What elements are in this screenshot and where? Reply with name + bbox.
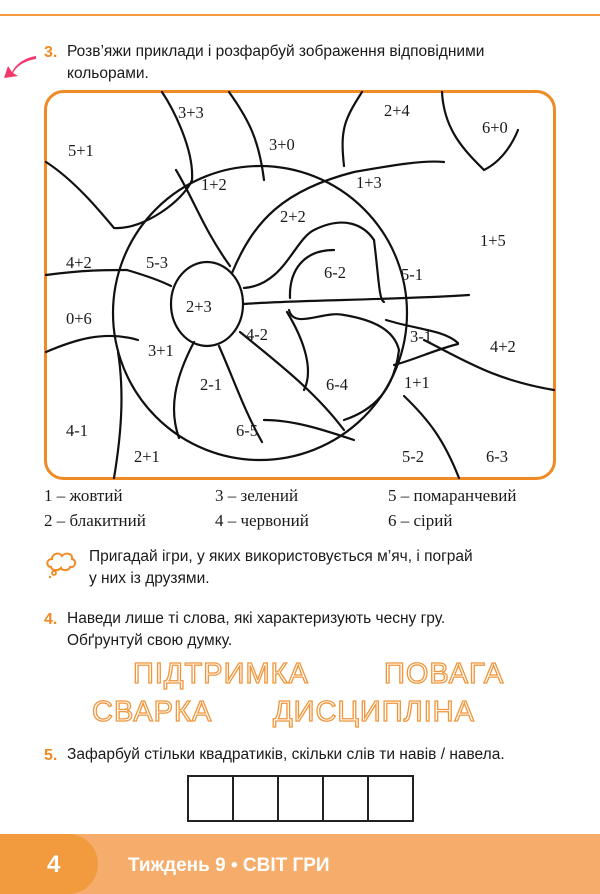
region-label: 2+2 <box>280 207 306 226</box>
region-label: 5-2 <box>402 447 424 466</box>
dotted-word-quarrel[interactable]: СВАРКА <box>92 696 213 728</box>
region-label: 6-4 <box>326 375 348 394</box>
region-label: 6-2 <box>324 263 346 282</box>
legend-item-grey: 6 – сірий <box>388 511 453 530</box>
answer-square[interactable] <box>322 775 369 822</box>
task-4-instruction <box>67 608 445 652</box>
task-3-line-1: Розв’яжи приклади і розфарбуй зображення відповідними <box>67 43 485 60</box>
region-label: 1+5 <box>480 231 506 250</box>
coloring-picture <box>44 90 556 482</box>
hint-line-2: у них із друзями. <box>89 570 210 587</box>
answer-square[interactable] <box>232 775 279 822</box>
task-5-number: 5. <box>44 747 58 764</box>
region-label: 4+2 <box>66 253 92 272</box>
task-3-line-2: кольорами. <box>67 65 149 82</box>
region-label: 6+0 <box>482 118 508 137</box>
region-label: 1+1 <box>404 373 430 392</box>
region-label: 3-1 <box>410 327 432 346</box>
region-label: 5-3 <box>146 253 168 272</box>
region-label: 4+2 <box>490 337 516 356</box>
task-3-instruction <box>67 41 484 85</box>
thought-cloud-icon <box>44 549 78 579</box>
task-4-number: 4. <box>44 611 58 628</box>
region-label: 2+4 <box>384 101 410 120</box>
legend-item-red: 4 – червоний <box>215 511 309 530</box>
region-label: 4-2 <box>246 325 268 344</box>
dotted-word-respect[interactable]: ПОВАГА <box>384 658 505 690</box>
region-label: 1+2 <box>201 175 227 194</box>
region-label: 3+0 <box>269 135 295 154</box>
page-number: 4 <box>47 851 61 878</box>
region-label: 5+1 <box>68 141 94 160</box>
region-label: 6-3 <box>486 447 508 466</box>
task-5-instruction: Зафарбуй стільки квадратиків, скільки слів ти навів / навела. <box>67 746 505 763</box>
answer-square[interactable] <box>277 775 324 822</box>
region-label: 3+1 <box>148 341 174 360</box>
hint-line-1: Пригадай ігри, у яких використовується м’яч, і пограй <box>89 548 473 565</box>
hint-text <box>89 546 473 590</box>
legend-item-orange: 5 – помаранчевий <box>388 486 517 505</box>
task-3-number: 3. <box>44 44 58 61</box>
task-4-line-2: Обґрунтуй свою думку. <box>67 632 233 649</box>
legend-item-green: 3 – зелений <box>215 486 299 505</box>
footer-title: Тиждень 9 • СВІТ ГРИ <box>128 855 330 876</box>
region-label: 2-1 <box>200 375 222 394</box>
region-label: 5-1 <box>401 265 423 284</box>
region-label: 2+3 <box>186 297 212 316</box>
region-label: 1+3 <box>356 173 382 192</box>
top-rule <box>0 14 600 16</box>
region-label: 6-5 <box>236 421 258 440</box>
region-label: 4-1 <box>66 421 88 440</box>
region-label: 0+6 <box>66 309 92 328</box>
pointer-arrow-icon <box>2 52 38 82</box>
dotted-word-discipline[interactable]: ДИСЦИПЛІНА <box>273 696 475 728</box>
answer-squares <box>187 775 412 822</box>
answer-square[interactable] <box>187 775 234 822</box>
answer-square[interactable] <box>367 775 414 822</box>
task-4-line-1: Наведи лише ті слова, які характеризують чесну гру. <box>67 610 446 627</box>
dotted-word-support[interactable]: ПІДТРИМКА <box>133 658 309 690</box>
legend-item-blue: 2 – блакитний <box>44 511 146 530</box>
region-label: 2+1 <box>134 447 160 466</box>
region-label: 3+3 <box>178 103 204 122</box>
legend-item-yellow: 1 – жовтий <box>44 486 123 505</box>
